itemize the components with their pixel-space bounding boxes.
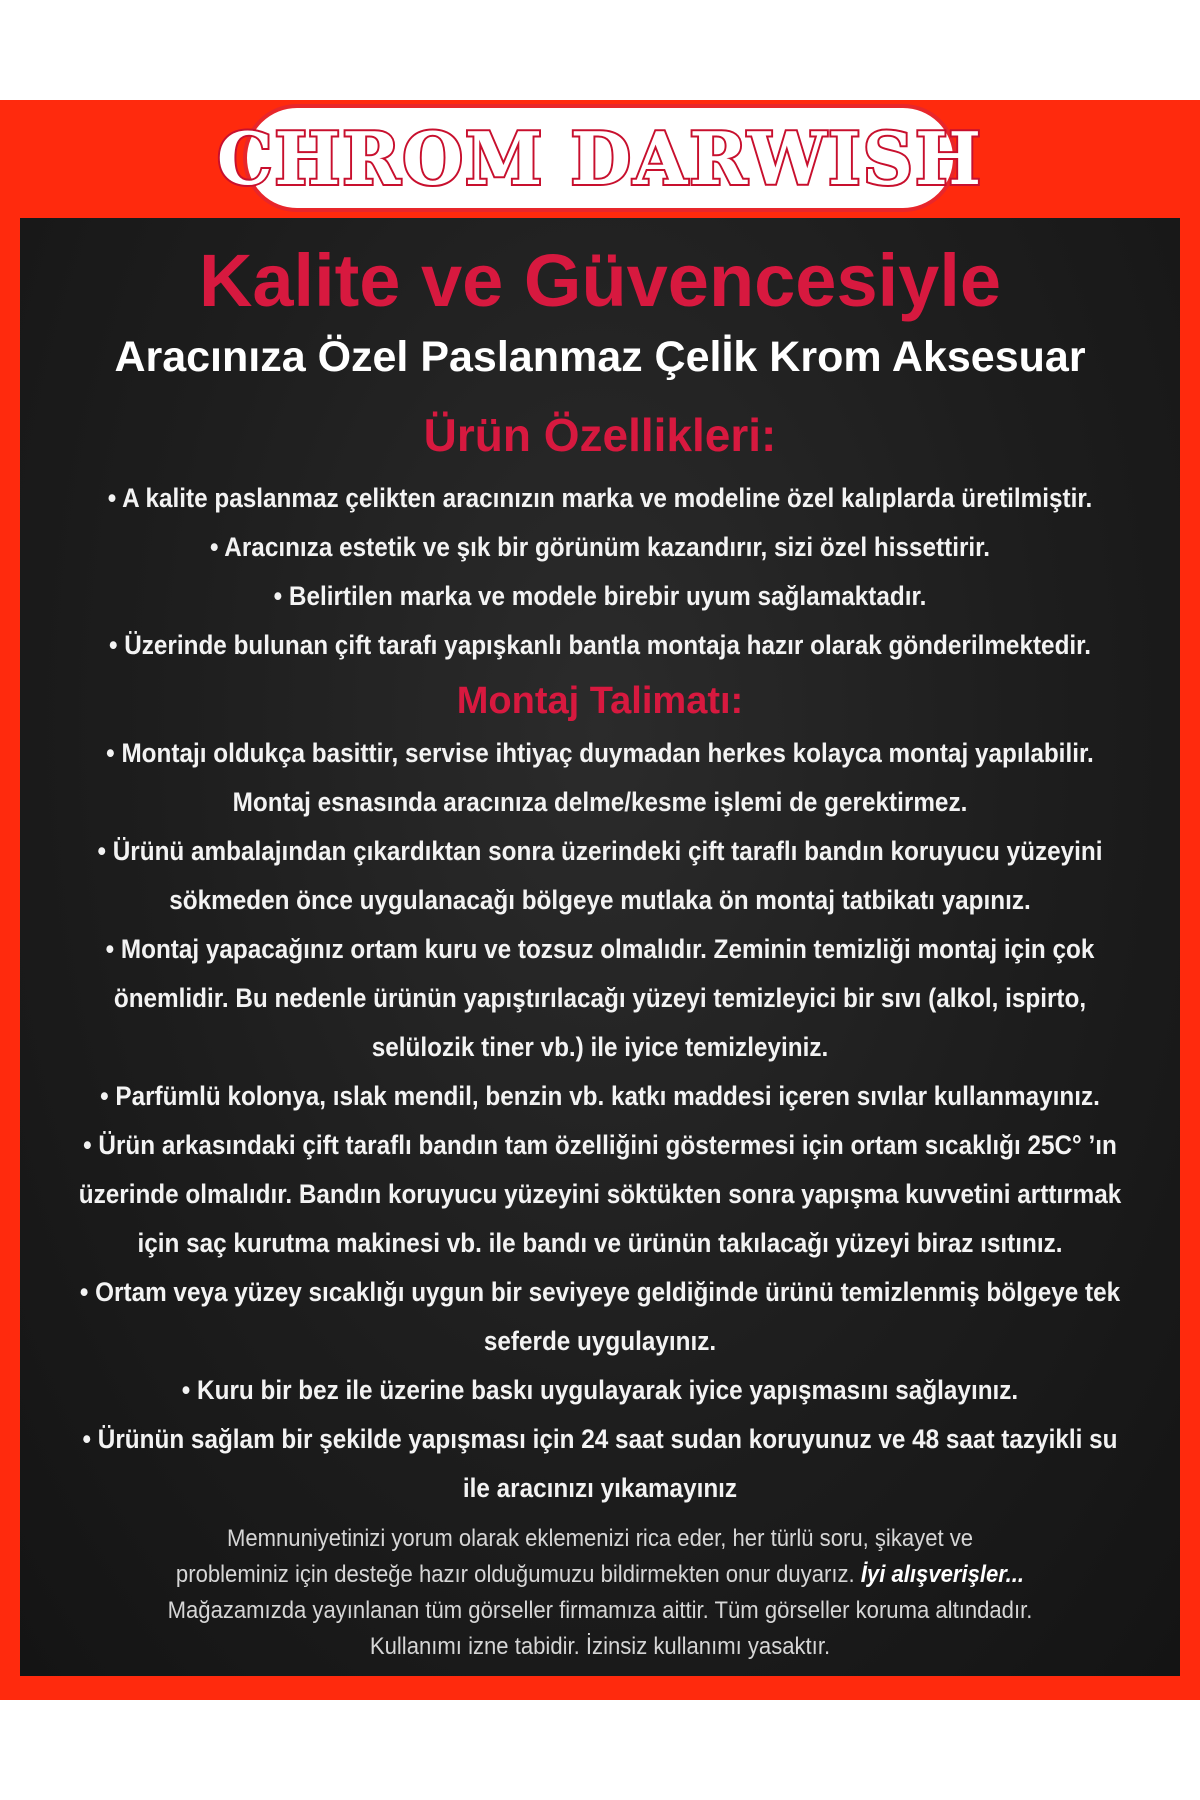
installation-line: Montaj esnasında aracınıza delme/kesme işlemi de gerektirmez. <box>232 787 968 817</box>
info-board <box>20 218 1180 1676</box>
installation-line: • Kuru bir bez ile üzerine baskı uygulayarak iyice yapışmasını sağlayınız. <box>181 1375 1019 1405</box>
installation-line: seferde uygulayınız. <box>483 1326 717 1356</box>
feature-line: • Üzerinde bulunan çift tarafı yapışkanlı bantla montaja hazır olarak gönderilmektedir. <box>108 630 1092 660</box>
installation-line: için saç kurutma makinesi vb. ile bandı ve ürünün takılacağı yüzeyi biraz ısıtınız. <box>137 1228 1063 1258</box>
installation-line: sökmeden önce uygulanacağı bölgeye mutlaka ön montaj tatbikatı yapınız. <box>169 885 1031 915</box>
features-heading: Ürün Özellikleri: <box>423 409 777 461</box>
footer-line: Kullanımı izne tabidir. İzinsiz kullanımı yasaktır. <box>369 1633 831 1660</box>
brand-logo-text: CHROM DARWISH <box>216 115 984 201</box>
headline: Kalite ve Güvencesiyle <box>198 239 1002 322</box>
footer-greeting: İyi alışverişler... <box>860 1561 1025 1588</box>
footer-line-text: probleminiz için desteğe hazır olduğumuzu bildirmekten onur duyarız. <box>175 1561 855 1588</box>
installation-heading: Montaj Talimatı: <box>456 680 744 722</box>
footer-line <box>66 1561 1133 1589</box>
installation-line: • Montaj yapacağınız ortam kuru ve tozsuz olmalıdır. Zeminin temizliği montaj için çok <box>105 934 1095 964</box>
footer-line: Mağazamızda yayınlanan tüm görseller firmamıza aittir. Tüm görseller koruma altındadır. <box>167 1597 1033 1624</box>
brand-logo <box>216 104 984 212</box>
feature-line: • A kalite paslanmaz çelikten aracınızın marka ve modeline özel kalıplarda üretilmiştir. <box>107 483 1093 513</box>
installation-line: • Ürünü ambalajından çıkardıktan sonra üzerindeki çift taraflı bandın koruyucu yüzeyini <box>97 836 1103 866</box>
installation-line: • Parfümlü kolonya, ıslak mendil, benzin vb. katkı maddesi içeren sıvılar kullanmayınız. <box>100 1081 1100 1111</box>
installation-line: • Ürün arkasındaki çift taraflı bandın tam özelliğini göstermesi için ortam sıcaklığı 25C° ’ın <box>83 1130 1117 1160</box>
installation-line: • Ürünün sağlam bir şekilde yapışması için 24 saat sudan koruyunuz ve 48 saat tazyikli su <box>82 1424 1118 1454</box>
feature-line: • Aracınıza estetik ve şık bir görünüm kazandırır, sizi özel hissettirir. <box>209 532 991 562</box>
installation-line: • Ortam veya yüzey sıcaklığı uygun bir seviyeye geldiğinde ürünü temizlenmiş bölgeye tek <box>79 1277 1121 1307</box>
installation-line: • Montajı oldukça basittir, servise ihtiyaç duymadan herkes kolayca montaj yapılabilir. <box>106 738 1094 768</box>
installation-line: önemlidir. Bu nedenle ürünün yapıştırılacağı yüzeyi temizleyici bir sıvı (alkol, ispirto, <box>113 983 1087 1013</box>
installation-line: selülozik tiner vb.) ile iyice temizleyiniz. <box>371 1032 829 1062</box>
installation-line: ile aracınızı yıkamayınız <box>462 1473 738 1503</box>
installation-line: üzerinde olmalıdır. Bandın koruyucu yüzeyini söktükten sonra yapışma kuvvetini arttırmak <box>78 1179 1122 1209</box>
subtitle: Aracınıza Özel Paslanmaz Çelİk Krom Aksesuar <box>114 333 1086 381</box>
feature-line: • Belirtilen marka ve modele birebir uyum sağlamaktadır. <box>273 581 927 611</box>
footer-line: Memnuniyetinizi yorum olarak eklemenizi rica eder, her türlü soru, şikayet ve <box>226 1525 974 1552</box>
